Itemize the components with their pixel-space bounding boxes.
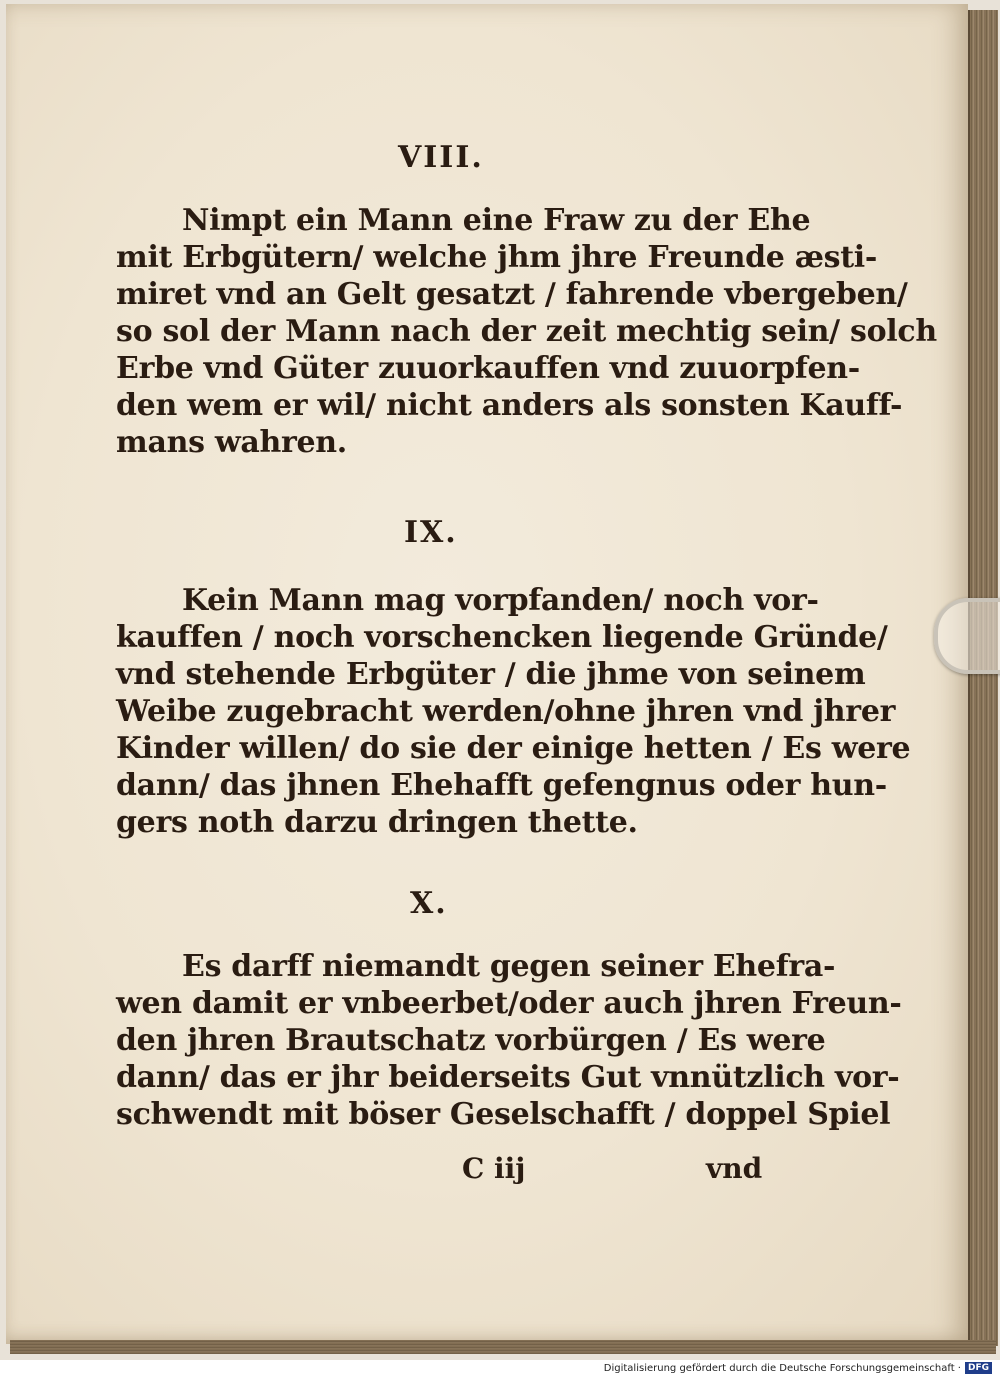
text-line: gers noth darzu dringen thette. [116,805,638,840]
section-heading-viii: VIII. [398,140,484,175]
section-viii-text [116,202,937,461]
bottom-page-edges [10,1340,996,1354]
text-line: mit Erbgütern/ welche jhm jhre Freunde æsti- [116,240,878,275]
text-line: wen damit er vnbeerbet/oder auch jhren Freun- [116,986,902,1021]
section-x-text [116,948,902,1133]
text-line: dann/ das er jhr beiderseits Gut vnnützlich vor- [116,1060,900,1095]
signature-mark: C iij [462,1152,526,1185]
section-heading-x: X. [410,886,448,921]
section-heading-ix: IX. [404,515,458,550]
text-line: schwendt mit böser Geselschafft / doppel Spiel [116,1097,891,1132]
dfg-logo: DFG [965,1362,992,1374]
text-line: den jhren Brautschatz vorbürgen / Es were [116,1023,826,1058]
text-line: kauffen / noch vorschencken liegende Gründe/ [116,620,888,655]
text-line: Weibe zugebracht werden/ohne jhren vnd jhrer [116,694,896,729]
text-line: so sol der Mann nach der zeit mechtig sein/ solch [116,314,937,349]
text-line: Nimpt ein Mann eine Fraw zu der Ehe [182,203,811,238]
text-line: Erbe vnd Güter zuuorkauffen vnd zuuorpfen- [116,351,860,386]
digitization-credit [604,1362,992,1374]
text-line: Es darff niemandt gegen seiner Ehefra- [182,949,836,984]
page-edges [968,10,998,1346]
section-ix-text [116,582,911,841]
page-clip [934,598,1000,674]
text-line: mans wahren. [116,425,347,460]
text-line: den wem er wil/ nicht anders als sonsten Kauff- [116,388,903,423]
credit-text: Digitalisierung gefördert durch die Deutsche Forschungsgemeinschaft · [603,1362,961,1374]
text-line: Kein Mann mag vorpfanden/ noch vor- [182,583,819,618]
text-line: dann/ das jhnen Ehehafft gefengnus oder hun- [116,768,887,803]
text-line: miret vnd an Gelt gesatzt / fahrende vbergeben/ [116,277,908,312]
text-line: Kinder willen/ do sie der einige hetten / Es were [116,731,911,766]
catchword: vnd [706,1152,763,1185]
text-line: vnd stehende Erbgüter / die jhme von seinem [116,657,866,692]
